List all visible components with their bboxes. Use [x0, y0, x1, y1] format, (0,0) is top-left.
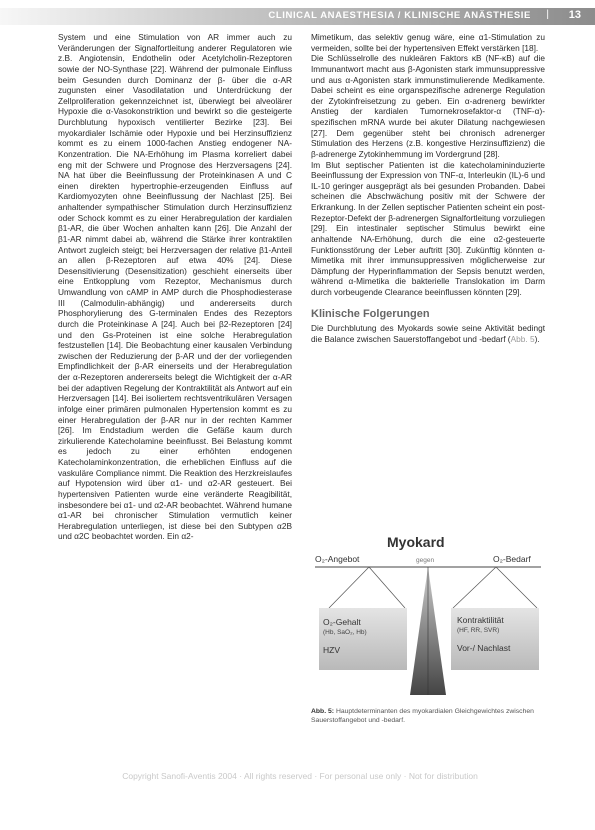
myocardial-balance-figure — [311, 527, 545, 707]
journal-title: CLINICAL ANAESTHESIA / KLINISCHE ANÄSTHESIE — [268, 10, 531, 21]
contractility-label: Kontraktilität — [457, 615, 504, 625]
oxygen-content-detail: (Hb, SaO₂, Hb) — [323, 629, 367, 636]
right-paragraph-1: Mimetikum, das selektiv genug wäre, eine α1-Stimulation zu vermeiden, sollte bei der hypertensiven Effekt verstärken [18]. — [311, 32, 545, 53]
left-hanger-line — [329, 567, 369, 608]
right-hanger-line — [496, 567, 537, 608]
right-paragraph-3: Im Blut septischer Patienten ist die katecholamininduzierte Beeinflussung der Expression von TNF-α, Interleukin (IL)-6 und IL-10 geringer ausgeprägt als bei gesunden Probanden. Dabei scheinen die Abschwächung positiv mit der Schwere der Erkrankung. In der Zellen septischer Patienten scheint ein post-Rezeptor-Defekt der β-adrenergen Signalfortleitung vorzuliegen [29]. Ein intestinaler septischer Stimulus bewirkt eine anhaltende NA-Erhöhung, durch die eine α2-gesteuerte Funktionsstörung der Leber auftritt [30]. Zukünftig könnten α-Mimetika mit ihrer immunsuppressiven möglicherweise zur Dämpfung der Hyperinflammation der Sepsis benutzt werden, während α-Mimetika die bakterielle Translokation im Darm durch vorbeugende Clearance beeinflussen könnten [29]. — [311, 159, 545, 297]
figure-caption-text: Hauptdeterminanten des myokardialen Gleichgewichtes zwischen Sauerstoffangebot und -bedarf. — [311, 708, 534, 724]
right-column — [311, 32, 545, 345]
preload-afterload-label: Vor-/ Nachlast — [457, 643, 511, 653]
left-column — [58, 32, 292, 542]
right-paragraph-4 — [311, 323, 545, 344]
right-hanger-line — [453, 567, 496, 608]
section-heading: Klinische Folgerungen — [311, 307, 430, 320]
page-number: 13 — [568, 9, 581, 21]
journal-header-bar — [0, 8, 595, 25]
figure-caption — [311, 708, 545, 725]
contractility-detail: (HF, RR, SVR) — [457, 627, 500, 634]
paragraph-4-close: ). — [534, 333, 540, 344]
cardiac-output-label: HZV — [323, 645, 340, 655]
left-column-text: System und eine Stimulation von AR immer auch zu Veränderungen der Signalfortleitung anderer Regulatoren wie z.B. Angiotensin, Endothelin oder Acetylcholin-Rezeptoren sowie der NO-Synthase [22]. Während der pulmonale Einfluss beim Gesunden durch Dominanz der β- über die α-AR zugunsten einer Vasodilatation und Unterdrückung der Zellproliferation gekennzeichnet ist, überwiegt bei alveolärer Hypoxie die α-Vasokonstriktion und bewirkt so die gesteigerte Durchblutung hypoxisch ventilierter Bezirke [23]. Bei myokardialer Ischämie oder Hypoxie und bei Herzinsuffizienz kommt es zu einem 1000-fachen Anstieg endogener NA-Konzentration. Die NA-Erhöhung im Plasma korreliert dabei eng mit der Schwere und Prognose des Herzversagens [24]. NA hat über die Beeinflussung der Proteinkinasen A und C einen direkten hypertrophie-erzeugenden Einfluss auf Kardiomyozyten ohne Beeinflussung der Nachlast [25]. Bei anhaltender sympathischer Stimulation durch Herzinsuffizienz oder Schock kommt es zu einer Herabregulation der kardialen β1-AR, die über Wochen anhalten kann [26]. Die Anzahl der β1-AR nimmt dabei ab, während die Stärke ihrer kontraktilen Antwort zugleich steigt; bei Herzversagen der relative β1-Anteil an allen β-Rezeptoren auf etwa 40% [24]. Diese Desensitivierung (Desensitization) geschieht einerseits über eine Entkopplung vom Rezeptor, Mechanismus durch Umwandlung von cAMP in AMP durch die Phosphodiesterase III (Calmodulin-abhängig) und andererseits durch Phosphorylierung des G-terminalen Endes des Rezeptors durch die Proteinkinase A [24]. Auch bei β2-Rezeptoren [24] und den Gs-Proteinen ist eine solche Herabregulation festzustellen [14]. Die Beobachtung einer kausalen Verbindung zwischen der Reduzierung der β-AR und der der vorliegenden Empfindlichkeit der β-AR einerseits und der Herabregulation der α-Rezeptoren andererseits belegt die Wichtigkeit der α-AR bei der adaptiven Regelung der Kontraktilität als Antwort auf ein Herzversagen [14]. Bei isoliertem rechtsventrikulären Versagen infolge einer primären pulmonalen Hypertension kommt es zu einer Herabregulation der β-AR nur in der rechten Kammer [26]. Im Endstadium werden die Gefäße kaum durch zirkulierende Katecholamine beeinflusst. Bei Belastung kommt es jedoch zu einer erhöhten endogenen Katecholaminkonzentration, die erheblichen Einfluss auf die vaskuläre Compliance nimmt. Die Reaktion des Herzkreislaufes auf Hypotension wird über α1- und α2-AR gesteuert. Bei hypertensiven Patienten wurde eine veränderte Reagibilität, insbesondere bei α1- und α2-AR beobachtet. Während humane α1-AR bei chronischer Stimulation vermutlich keiner Herabregulation unterliegen, ist diese bei den Subtypen α2B und α2C beobachtet worden. Ein α2- — [58, 32, 292, 542]
oxygen-content-label: O₂-Gehalt — [323, 617, 361, 627]
right-paragraph-2: Die Schlüsselrolle des nukleären Faktors κB (NF-κB) auf die Immunantwort macht aus β-Agonisten stark immunsuppressive und aus α-Agonisten stark immunstimulierende Medikamente. Dabei scheint es eine organspezifische adrenerge Regulation der Zytokinfreisetzung zu geben. Ein α-adrenerg bewirkter Anstieg der kardialen Tumornekrosefaktor-α (TNF-α)-spezifischen mRNA wurde bei akuter Dilatung nachgewiesen [27]. Dem gegenüber steht bei chronisch adrenerger Stimulation des Herzens (z.B. kongestive Herzinsuffizienz) die β-adrenerge Zytokinhemmung im Vordergrund [28]. — [311, 53, 545, 159]
versus-label: gegen — [416, 557, 435, 564]
oxygen-supply-label: O₂-Angebot — [315, 554, 360, 564]
figure-title: Myokard — [387, 534, 445, 550]
copyright-footer: Copyright Sanofi-Aventis 2004 · All rights reserved · For personal use only · Not for distribution — [122, 771, 478, 781]
oxygen-demand-label: O₂-Bedarf — [493, 554, 531, 564]
header-separator: | — [546, 9, 549, 20]
figure-caption-label: Abb. 5: — [311, 708, 335, 715]
paragraph-4-text: Die Durchblutung des Myokards sowie seine Aktivität bedingt die Balance zwischen Sauerstoffangebot und -bedarf ( — [311, 323, 545, 344]
figure-reference-link[interactable]: Abb. 5 — [510, 333, 535, 344]
left-hanger-line — [369, 567, 405, 608]
